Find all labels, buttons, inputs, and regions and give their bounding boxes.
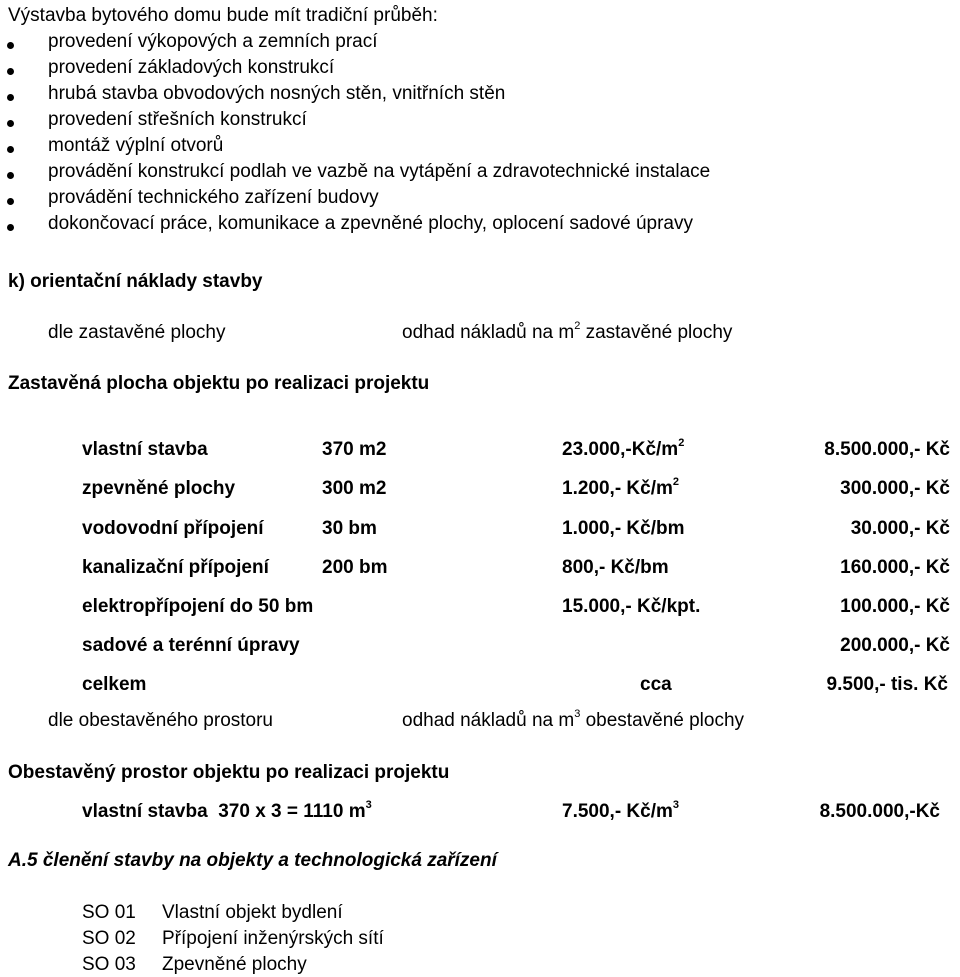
method-volume-label: dle obestavěného prostoru [48, 710, 273, 731]
object-code: SO 03 [82, 954, 136, 975]
cost-qty: 200 bm [322, 557, 388, 578]
total-label: celkem [82, 674, 147, 695]
area-heading: Zastavěná plocha objektu po realizaci projektu [8, 373, 430, 394]
bullet-dot-icon [7, 120, 14, 127]
total-approx: cca [640, 674, 672, 695]
cost-item: vlastní stavba [82, 439, 208, 460]
cost-item: elektropřípojení do 50 bm [82, 596, 314, 617]
method-area-description: odhad nákladů na $m^2$ zastavěné plochy [402, 319, 733, 343]
cost-total: 100.000,- Kč [840, 596, 950, 617]
total-value: 9.500,- tis. Kč [826, 674, 948, 695]
cost-item: vodovodní přípojení [82, 518, 264, 539]
method-volume-description: odhad nákladů na $m^3$ obestavěné plochy [402, 707, 745, 731]
cost-unit-price: 800,- Kč/bm [562, 557, 669, 578]
cost-unit-price: 15.000,- Kč/kpt. [562, 596, 701, 617]
cost-item: kanalizační přípojení [82, 557, 269, 578]
method-area-label: dle zastavěné plochy [48, 322, 226, 343]
list-item: provedení výkopových a zemních prací [48, 31, 378, 52]
list-item: provedení střešních konstrukcí [48, 109, 307, 130]
cost-qty: 370 m2 [322, 439, 387, 460]
list-item: hrubá stavba obvodových nosných stěn, vnitřních stěn [48, 83, 506, 104]
object-name: Přípojení inženýrských sítí [162, 928, 384, 949]
cost-item: sadové a terénní úpravy [82, 635, 300, 656]
cost-total: 300.000,- Kč [840, 478, 950, 499]
bullet-dot-icon [7, 94, 14, 101]
cost-total: 160.000,- Kč [840, 557, 950, 578]
object-name: Zpevněné plochy [162, 954, 307, 975]
list-item: provádění technického zařízení budovy [48, 187, 379, 208]
bullet-dot-icon [7, 146, 14, 153]
bullet-dot-icon [7, 42, 14, 49]
intro-text: Výstavba bytového domu bude mít tradiční průběh: [8, 5, 438, 26]
volume-heading: Obestavěný prostor objektu po realizaci projektu [8, 762, 450, 783]
cost-total: 30.000,- Kč [850, 518, 950, 539]
section-heading-a5: A.5 členění stavby na objekty a technologická zařízení [8, 850, 497, 871]
object-code: SO 02 [82, 928, 136, 949]
bullet-dot-icon [7, 224, 14, 231]
bullet-dot-icon [7, 68, 14, 75]
cost-total: 8.500.000,- Kč [824, 439, 950, 460]
volume-unit-price: 7.500,- $Kč/m^3$ [562, 798, 680, 822]
bullet-dot-icon [7, 172, 14, 179]
cost-total: 200.000,- Kč [840, 635, 950, 656]
bullet-dot-icon [7, 198, 14, 205]
object-name: Vlastní objekt bydlení [162, 902, 343, 923]
list-item: montáž výplní otvorů [48, 135, 224, 156]
volume-item: vlastní stavba 370 x 3 = 1110 $m^3$ [82, 798, 372, 822]
volume-total: 8.500.000,-Kč [819, 801, 940, 822]
cost-unit-price: 1.200,- $Kč/m^2$ [562, 475, 680, 499]
cost-unit-price: 1.000,- Kč/bm [562, 518, 685, 539]
cost-qty: 300 m2 [322, 478, 387, 499]
object-code: SO 01 [82, 902, 136, 923]
cost-unit-price: $23.000,-Kč/m^2$ [562, 436, 685, 460]
list-item: dokončovací práce, komunikace a zpevněné plochy, oplocení sadové úpravy [48, 213, 693, 234]
list-item: provedení základových konstrukcí [48, 57, 335, 78]
cost-qty: 30 bm [322, 518, 377, 539]
section-heading-k: k) orientační náklady stavby [8, 271, 263, 292]
list-item: provádění konstrukcí podlah ve vazbě na vytápění a zdravotechnické instalace [48, 161, 711, 182]
cost-item: zpevněné plochy [82, 478, 236, 499]
